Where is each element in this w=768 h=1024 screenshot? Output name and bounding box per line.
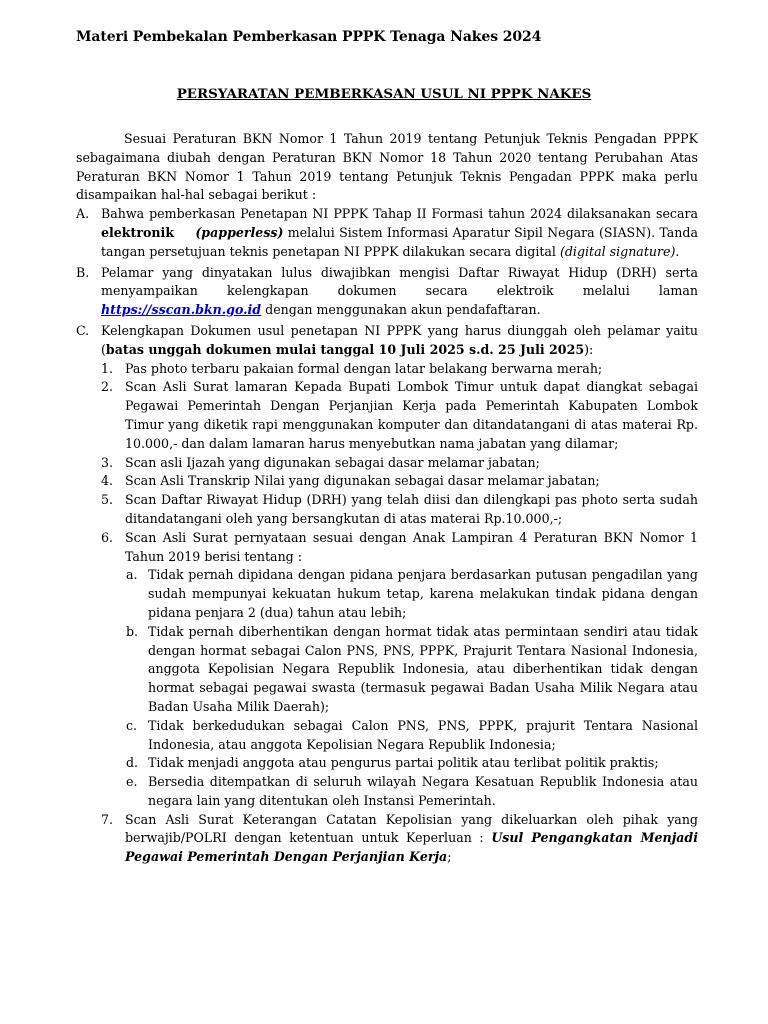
list-item-text: Scan Asli Transkrip Nilai yang digunakan sebagai dasar melamar jabatan; [125,473,600,489]
section-a-text-1: Bahwa pemberkasan Penetapan NI PPPK Tahap II Formasi tahun 2024 dilaksanakan secara [101,206,698,222]
list-item-text: Scan asli Ijazah yang digunakan sebagai dasar melamar jabatan; [125,454,540,470]
list-item-marker: 1. [101,360,114,376]
sscan-link[interactable]: https://sscan.bkn.go.id [101,302,262,318]
sub-list-item-marker: e. [126,774,138,790]
section-b-marker: B. [76,264,90,280]
list-item [76,378,698,453]
list-item [76,472,698,491]
list-item-text: Pas photo terbaru pakaian formal dengan latar belakang berwarna merah; [125,360,603,376]
sub-list-item [76,773,698,811]
sub-list-item [76,623,698,717]
section-a [76,205,698,261]
list-item-marker: 6. [101,529,114,545]
sub-list-item-text: Tidak berkedudukan sebagai Calon PNS, PNS, PPPK, prajurit Tentara Nasional Indonesia, atau anggota Kepolisian Negara Republik Indonesia; [148,717,698,752]
section-c-bold: batas unggah dokumen mulai tanggal 10 Juli 2025 s.d. 25 Juli 2025 [105,341,585,357]
list-item [76,360,698,379]
section-b-text-2: dengan menggunakan akun pendafaftaran. [261,302,541,318]
list-item-marker: 2. [101,379,114,395]
list-item [76,491,698,529]
list-item-7-bolditalic: Usul Pengangkatan Menjadi Pegawai Pemerintah Dengan Perjanjian Kerja [125,830,698,865]
sub-list-item [76,566,698,622]
sub-list-item-text: Tidak menjadi anggota atau pengurus partai politik atau terlibat politik praktis; [148,755,659,771]
list-item-text: Scan Asli Surat pernyataan sesuai dengan Anak Lampiran 4 Peraturan BKN Nomor 1 Tahun 2019 berisi tentang : [125,529,698,564]
sub-list-item-marker: b. [126,623,139,639]
section-b-text-1: Pelamar yang dinyatakan lulus diwajibkan mengisi Daftar Riwayat Hidup (DRH) serta menyampaikan kelengkapan dokumen secara elektroik melalui laman [101,264,698,299]
document-title: PERSYARATAN PEMBERKASAN USUL NI PPPK NAKES [176,86,592,102]
sub-list-item [76,717,698,755]
sub-list-item-marker: d. [126,755,139,771]
list-item-7 [76,811,698,867]
list-item-7-marker: 7. [101,811,114,827]
section-a-bolditalic: (papperless) [195,224,284,240]
list-item-marker: 3. [101,454,114,470]
section-a-marker: A. [76,206,90,222]
sub-list-item-marker: a. [126,567,138,583]
section-a-text-3: . [675,243,680,259]
document-header: Materi Pembekalan Pemberkasan PPPK Tenaga Nakes 2024 [76,29,542,45]
section-b [76,264,698,320]
section-a-bold: elektronik [101,224,175,240]
sub-list-item-marker: c. [126,717,138,733]
intro-paragraph: Sesuai Peraturan BKN Nomor 1 Tahun 2019 tentang Petunjuk Teknis Pengadan PPPK sebagaimana diubah dengan Peraturan BKN Nomor 18 Tahun 2020 tentang Perubahan Atas Peraturan BKN Nomor 1 Tahun 2019 tentang Petunjuk Teknis Pengadan PPPK maka perlu disampaikan hal-hal sebagai berikut : [76,131,698,203]
list-item-7-text-2: ; [447,849,452,865]
sub-list-item [76,754,698,773]
section-a-italic: (digital signature) [559,243,676,259]
section-a-text-2: melalui Sistem Informasi Aparatur Sipil Negara (SIASN). Tanda tangan persetujuan teknis penetapan NI PPPK dilakukan secara digital [101,224,698,259]
section-c [76,322,698,360]
list-item-7-text-1: Scan Asli Surat Keterangan Catatan Kepolisian yang dikeluarkan oleh pihak yang berwajib/POLRI dengan ketentuan untuk Keperluan : [125,811,698,846]
list-item-marker: 5. [101,492,114,508]
section-c-text-1: Kelengkapan Dokumen usul penetapan NI PPPK yang harus diunggah oleh pelamar yaitu ( [101,322,698,357]
sub-list-item-text: Bersedia ditempatkan di seluruh wilayah Negara Kesatuan Republik Indonesia atau negara lain yang ditentukan oleh Instansi Pemerintah. [148,774,698,808]
section-c-marker: C. [76,322,90,338]
list-item-text: Scan Asli Surat lamaran Kepada Bupati Lombok Timur untuk dapat diangkat sebagai Pegawai Pemerintah Dengan Perjanjian Kerja pada Pemerintah Kabupaten Lombok Timur yang diketik rapi menggunakan komputer dan ditandatangani di atas materai Rp. 10.000,- dan dalam lamaran harus menyebutkan nama jabatan yang dilamar; [125,379,698,451]
list-item [76,529,698,567]
document-body [76,130,698,867]
sub-list-item-text: Tidak pernah dipidana dengan pidana penjara berdasarkan putusan pengadilan yang sudah mempunyai kekuatan hukum tetap, karena melakukan tindak pidana dengan pidana penjara 2 (dua) tahun atau lebih; [148,567,698,620]
sub-list-item-text: Tidak pernah diberhentikan dengan hormat tidak atas permintaan sendiri atau tidak dengan hormat sebagai Calon PNS, PNS, PPPK, Prajurit Tentara Nasional Indonesia, anggota Kepolisian Negara Republik Indonesia, atau diberhentikan tidak dengan hormat sebagai pegawai swasta (termasuk pegawai Badan Usaha Milik Negara atau Badan Usaha Milik Daerah); [148,623,698,714]
list-item-text: Scan Daftar Riwayat Hidup (DRH) yang telah diisi dan dilengkapi pas photo serta sudah ditandatangani oleh yang bersangkutan di atas materai Rp.10.000,-; [125,492,698,526]
list-item [76,454,698,473]
section-c-text-2: ): [584,341,594,357]
list-item-marker: 4. [101,473,114,489]
